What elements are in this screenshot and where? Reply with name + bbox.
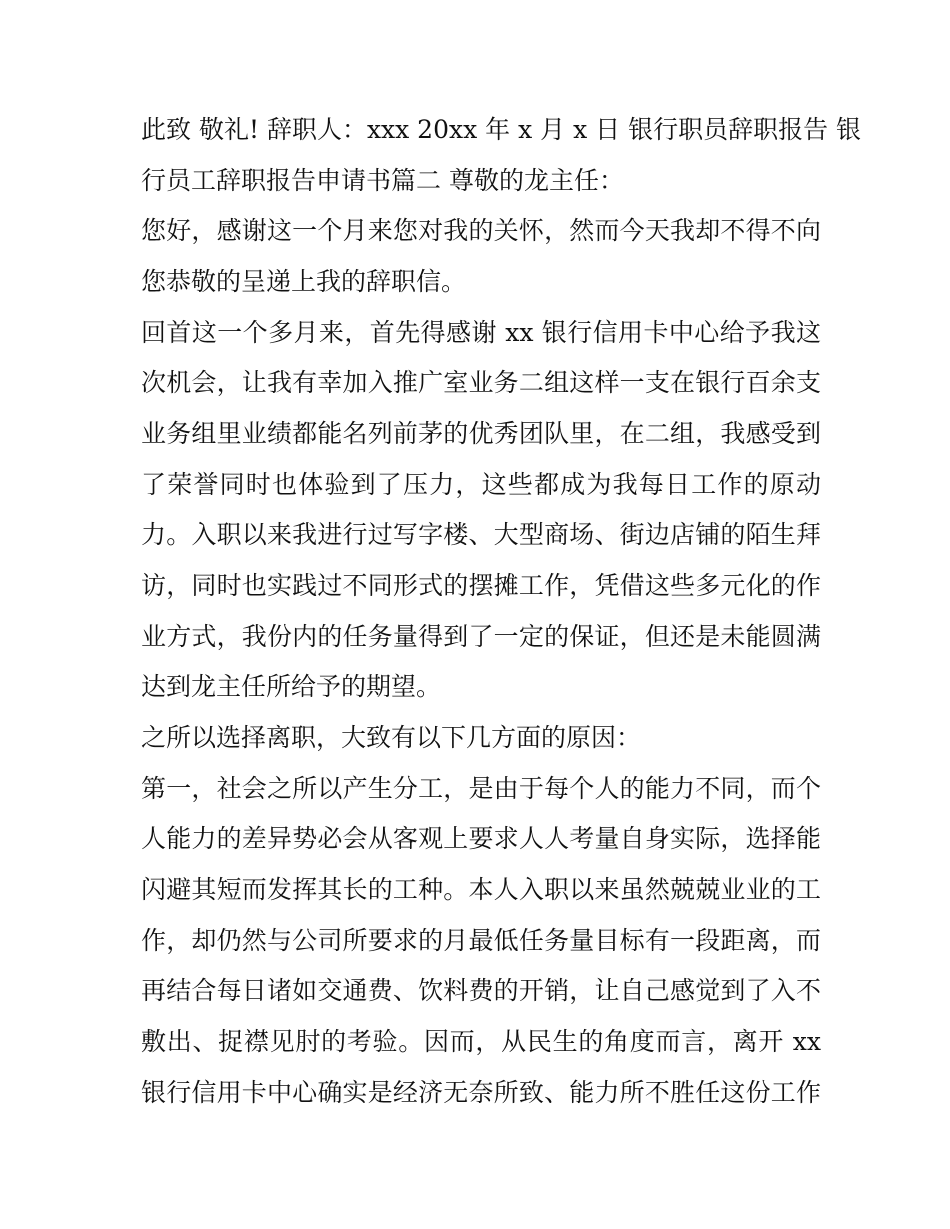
text-line: 了荣誉同时也体验到了压力，这些都成为我每日工作的原动 xyxy=(141,470,821,499)
text-line: 人能力的差异势必会从客观上要求人人考量自身实际，选择能 xyxy=(141,824,821,853)
text-line: 达到龙主任所给予的期望。 xyxy=(141,672,442,701)
text-line: 银行信用卡中心确实是经济无奈所致、能力所不胜任这份工作 xyxy=(141,1078,821,1107)
text-line: 您好，感谢这一个月来您对我的关怀，然而今天我却不得不向 xyxy=(141,216,821,245)
text-line: 次机会，让我有幸加入推广室业务二组这样一支在银行百余支 xyxy=(141,368,821,397)
text-line: 闪避其短而发挥其长的工种。本人入职以来虽然兢兢业业的工 xyxy=(141,875,821,904)
text-line: 作，却仍然与公司所要求的月最低任务量目标有一段距离，而 xyxy=(141,926,821,955)
text-line: 之所以选择离职，大致有以下几方面的原因： xyxy=(141,723,642,752)
text-line: 业方式，我份内的任务量得到了一定的保证，但还是未能圆满 xyxy=(141,622,821,651)
text-line: 此致 敬礼! 辞职人：xxx 20xx 年 x 月 x 日 银行职员辞职报告 银 xyxy=(141,115,862,144)
text-line: 您恭敬的呈递上我的辞职信。 xyxy=(141,267,467,296)
text-line: 行员工辞职报告申请书篇二 尊敬的龙主任： xyxy=(141,166,624,195)
text-line: 力。入职以来我进行过写字楼、大型商场、街边店铺的陌生拜 xyxy=(141,520,821,549)
text-line: 再结合每日诸如交通费、饮料费的开销，让自己感觉到了入不 xyxy=(141,976,821,1005)
text-line: 回首这一个多月来，首先得感谢 xx 银行信用卡中心给予我这 xyxy=(141,318,821,347)
text-line: 访，同时也实践过不同形式的摆摊工作，凭借这些多元化的作 xyxy=(141,571,821,600)
text-line: 第一，社会之所以产生分工，是由于每个人的能力不同，而个 xyxy=(141,774,821,803)
text-line: 敷出、捉襟见肘的考验。因而，从民生的角度而言，离开 xx xyxy=(141,1027,821,1056)
text-line: 业务组里业绩都能名列前茅的优秀团队里，在二组，我感受到 xyxy=(141,419,821,448)
